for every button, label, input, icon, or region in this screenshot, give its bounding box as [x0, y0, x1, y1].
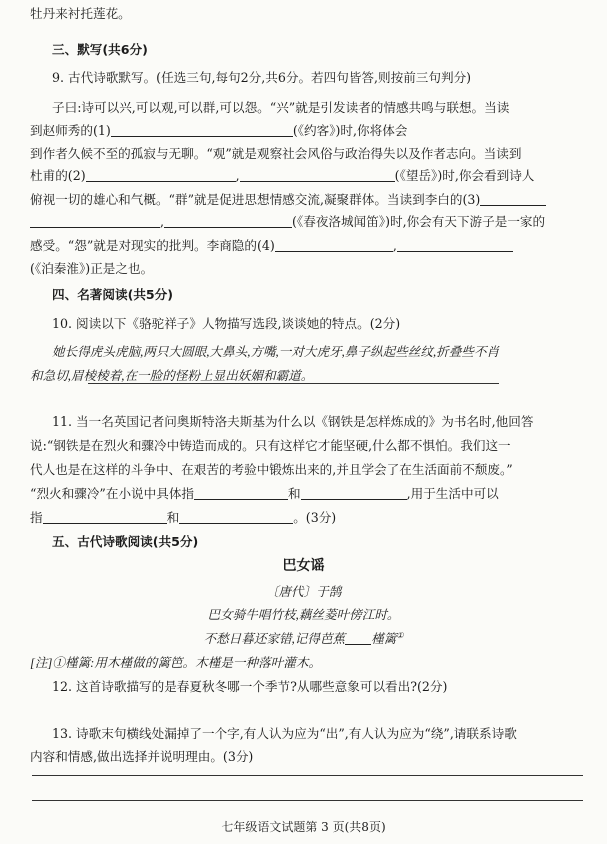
blank-11d[interactable]: [179, 508, 293, 524]
answer-line[interactable]: [32, 775, 583, 776]
blank-2[interactable]: [86, 166, 236, 182]
blank-4[interactable]: [275, 236, 393, 252]
text-line: 指 和 。(3分): [30, 510, 337, 525]
answer-line[interactable]: [88, 383, 499, 384]
poem-note: [注]①槿篱:用木槿做的篱笆。木槿是一种落叶灌木。: [30, 656, 322, 670]
blank-3a[interactable]: [30, 212, 160, 228]
passage-line: 她长得虎头虎脑,两只大圆眼,大鼻头,方嘴,一对大虎牙,鼻子纵起些丝纹,折叠些不肖: [52, 345, 500, 359]
text-line: 感受。“怨”就是对现实的批判。李商隐的(4) ,: [30, 234, 585, 258]
text-line: “烈火和骤冷”在小说中具体指 和 ,用于生活中可以: [30, 486, 499, 501]
text-line: 到赵师秀的(1) (《约客》)时,你将体会: [30, 123, 408, 138]
blank-3b[interactable]: [164, 212, 292, 228]
blank-11b[interactable]: [301, 484, 407, 500]
text-line: 内容和情感,做出选择并说明理由。(3分): [30, 749, 254, 764]
text-line: 代人也是在这样的斗争中、在艰苦的考验中锻炼出来的,并且学会了在生活面前不颓废。”: [30, 462, 513, 477]
text-line: 说:“钢铁是在烈火和骤冷中铸造而成的。只有这样它才能坚硬,什么都不惧怕。我们这一: [30, 438, 511, 453]
question-10: 10. 阅读以下《骆驼祥子》人物描写选段,谈谈她的特点。(2分): [52, 316, 401, 331]
section-heading: 四、名著阅读(共5分): [52, 287, 174, 302]
answer-line[interactable]: [32, 800, 583, 801]
blank-2b[interactable]: [240, 166, 395, 182]
passage-line: 和急切,眉棱棱着,在一脸的怪粉上显出妖媚和霸道。: [30, 369, 314, 383]
question-12: 12. 这首诗歌描写的是春夏秋冬哪一个季节?从哪些意象可以看出?(2分): [52, 679, 448, 694]
text-line: (《泊秦淮》)正是之也。: [30, 261, 154, 276]
section-heading: 三、默写(共6分): [52, 42, 148, 57]
text-line: 杜甫的(2) , (《望岳》)时,你会看到诗人: [30, 168, 535, 183]
blank-4b[interactable]: [397, 236, 513, 252]
question-13: 13. 诗歌末句横线处漏掉了一个字,有人认为应为“出”,有人认为应为“绕”,请联系诗歌: [52, 726, 517, 741]
text-line: 到作者久候不至的孤寂与无聊。“观”就是观察社会风俗与政治得失以及作者志向。当读到: [30, 146, 522, 161]
blank-11c[interactable]: [43, 508, 167, 524]
text-line: 子曰:诗可以兴,可以观,可以群,可以怨。“兴”就是引发读者的情感共鸣与联想。当读: [52, 100, 510, 115]
blank-3[interactable]: [480, 190, 546, 206]
blank-1[interactable]: [111, 121, 293, 137]
blank-11a[interactable]: [194, 484, 288, 500]
poem-line: 巴女骑牛唱竹枝,藕丝菱叶傍江时。: [207, 608, 400, 622]
poem-author: 〔唐代〕于鹄: [265, 585, 342, 599]
question-11: 11. 当一名英国记者问奥斯特洛夫斯基为什么以《钢铁是怎样炼成的》为书名时,他回答: [52, 414, 534, 429]
poem-blank[interactable]: [345, 629, 371, 645]
poem-title: 巴女谣: [282, 558, 325, 574]
text-line: 俯视一切的雄心和气概。“群”就是促进思想情感交流,凝聚群体。当读到李白的(3): [30, 188, 585, 212]
text-line: , (《春夜洛城闻笛》)时,你会有天下游子是一家的: [30, 210, 585, 234]
poem-line: 不愁日暮还家错,记得芭蕉 槿篱①: [203, 630, 404, 646]
text-line: 牡丹来衬托莲花。: [30, 6, 131, 21]
question-9: 9. 古代诗歌默写。(任选三句,每句2分,共6分。若四句皆答,则按前三句判分): [52, 70, 472, 85]
section-heading: 五、古代诗歌阅读(共5分): [52, 534, 199, 549]
page-footer: 七年级语文试题第 3 页(共8页): [221, 820, 386, 834]
